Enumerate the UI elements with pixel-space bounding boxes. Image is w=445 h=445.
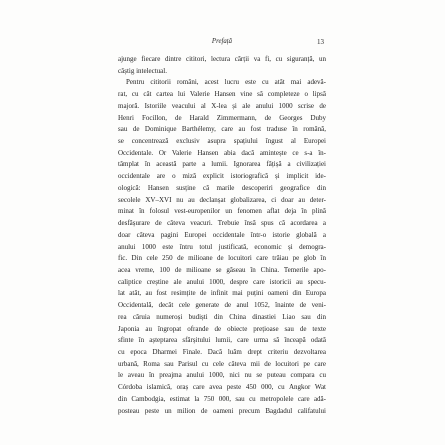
- text-line: din Cambodgia, estimat la 750 000, sau cu metropolele care adă-: [118, 394, 326, 403]
- text-line: caliptice creștine ale anului 1000, despre care istoricii au specu-: [118, 277, 326, 286]
- text-line: tâmplat în această parte a lumii. Ignorarea fățișă a civilizației: [118, 160, 326, 169]
- text-line: Occidentală, decât cele generate de anul 1052, înainte de veni-: [118, 301, 326, 310]
- paragraph: [118, 77, 326, 417]
- running-header-title: Prefață: [211, 38, 233, 45]
- text-line: Córdoba islamică, oraș care avea peste 450 000, cu Angkor Wat: [118, 383, 326, 392]
- page-number: 13: [317, 38, 324, 46]
- text-line: Occidentale. Or Valerie Hansen abia dacă amintește ce s-a în-: [118, 148, 326, 157]
- text-line: urbană, Roma sau Parisul cu cele câteva mii de locuitori pe care: [118, 359, 326, 368]
- text-line: rea căruia numeroși budiști din China dinastiei Liao sau din: [118, 312, 326, 321]
- text-line: majoră. Istoriile veacului al X-lea și ale anului 1000 scrise de: [118, 101, 326, 110]
- text-line: minat în folosul vest-europenilor un fenomen aflat deja în plină: [118, 207, 326, 216]
- text-line: câștig intelectual.: [118, 66, 167, 75]
- text-line: Pentru cititorii români, acest lucru este cu atât mai adevă-: [126, 78, 326, 87]
- text-line: anului 1000 este întru totul justificată, economic și demogra-: [118, 242, 326, 251]
- text-line: fic. Din cele 250 de milioane de locuitori care trăiau pe glob în: [118, 254, 326, 263]
- text-line: posteau peste un milion de oameni precum Bagdadul califatului: [118, 406, 326, 415]
- text-line: lat atât, au fost resimțite de infinit mai puțini oameni din Europa: [118, 289, 326, 298]
- text-line: sau de Dominique Barthélemy, care au fost traduse în română,: [118, 125, 326, 134]
- body-text: [118, 54, 326, 417]
- text-line: secolele XV–XVI nu au declanșat globalizarea, ci doar au deter-: [118, 195, 326, 204]
- text-line: Japonia au îngropat ofrande de obiecte prețioase sau de texte: [118, 324, 326, 333]
- text-line: ologică: Hansen susține că marile descoperiri geografice din: [118, 183, 326, 192]
- text-line: cu epoca Dharmei Finale. Dacă luăm drept criteriu dezvoltarea: [118, 347, 326, 356]
- text-line: doar câteva pagini Europei occidentale într-o istorie globală a: [118, 230, 326, 239]
- text-line: Henri Focillon, de Harald Zimmermann, de Georges Duby: [118, 113, 326, 122]
- text-line: sfinte în așteptarea sfârșitului lumii, care urma să înceapă odată: [118, 336, 326, 345]
- text-line: ajunge fiecare dintre cititori, lectura cărții va fi, cu siguranță, un: [118, 55, 326, 63]
- text-line: rat, cu cât cartea lui Valerie Hansen vine să completeze o lipsă: [118, 90, 326, 99]
- text-line: le aveau în preajma anului 1000, nici nu se puteau compara cu: [118, 371, 326, 380]
- text-line: acea vreme, 100 de milioane se găseau în China. Temerile apo-: [118, 265, 326, 274]
- text-line: occidentale are o miză explicit istoriografică și implicit ide-: [118, 172, 326, 181]
- paragraph: [118, 54, 326, 77]
- text-line: se concentrează exclusiv asupra spațiului îngust al Europei: [118, 137, 326, 146]
- text-line: desfășurare de câteva veacuri. Trebuie însă spus că acordarea a: [118, 219, 326, 228]
